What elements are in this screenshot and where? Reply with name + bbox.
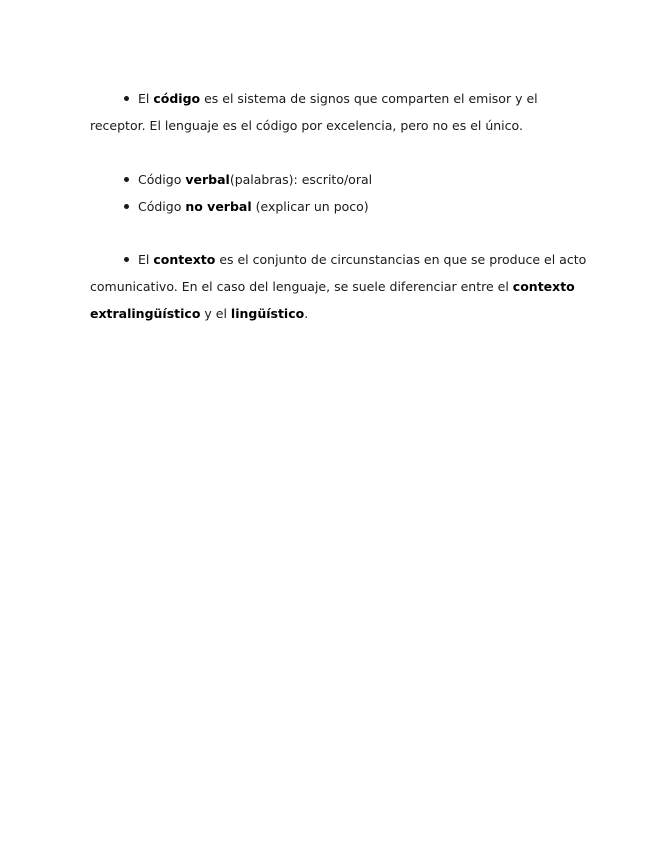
term-extralinguistico: extralingüístico <box>90 306 201 321</box>
bullet-icon <box>124 246 138 273</box>
term-verbal: verbal <box>185 172 230 187</box>
text-segment: El <box>138 91 154 106</box>
bullet-icon <box>124 85 138 112</box>
term-contexto: contexto <box>153 252 216 267</box>
paragraph-contexto <box>90 246 587 327</box>
text-segment: Código <box>138 199 186 214</box>
text-segment: comunicativo. En el caso del lenguaje, se suele diferenciar entre el <box>90 279 513 294</box>
code-type-list <box>90 166 570 220</box>
term-no-verbal: no verbal <box>185 199 252 214</box>
paragraph-contexto-line-2 <box>90 273 575 300</box>
term-contexto: contexto <box>512 279 575 294</box>
text-segment: (palabras): escrito/oral <box>229 172 373 187</box>
text-segment: y el <box>200 306 231 321</box>
paragraph-contexto-line-3 <box>90 300 570 327</box>
list-item-no-verbal <box>90 193 570 220</box>
text-segment: es el conjunto de circunstancias en que se produce el acto <box>215 252 587 267</box>
bullet-icon <box>124 166 138 193</box>
term-linguistico: lingüístico <box>230 306 305 321</box>
text-segment: Código <box>138 172 186 187</box>
term-codigo: código <box>153 91 201 106</box>
bullet-icon <box>124 193 138 220</box>
text-segment: . <box>304 306 309 321</box>
text-segment: es el sistema de signos que comparten el emisor y el <box>200 91 538 106</box>
list-item-verbal <box>90 166 570 193</box>
text-segment: (explicar un poco) <box>251 199 369 214</box>
paragraph-codigo <box>90 85 570 139</box>
paragraph-contexto-line-1 <box>90 246 587 273</box>
paragraph-codigo-line-2: receptor. El lenguaje es el código por excelencia, pero no es el único. <box>90 118 523 133</box>
text-segment: El <box>138 252 154 267</box>
paragraph-codigo-line-1 <box>90 85 570 112</box>
